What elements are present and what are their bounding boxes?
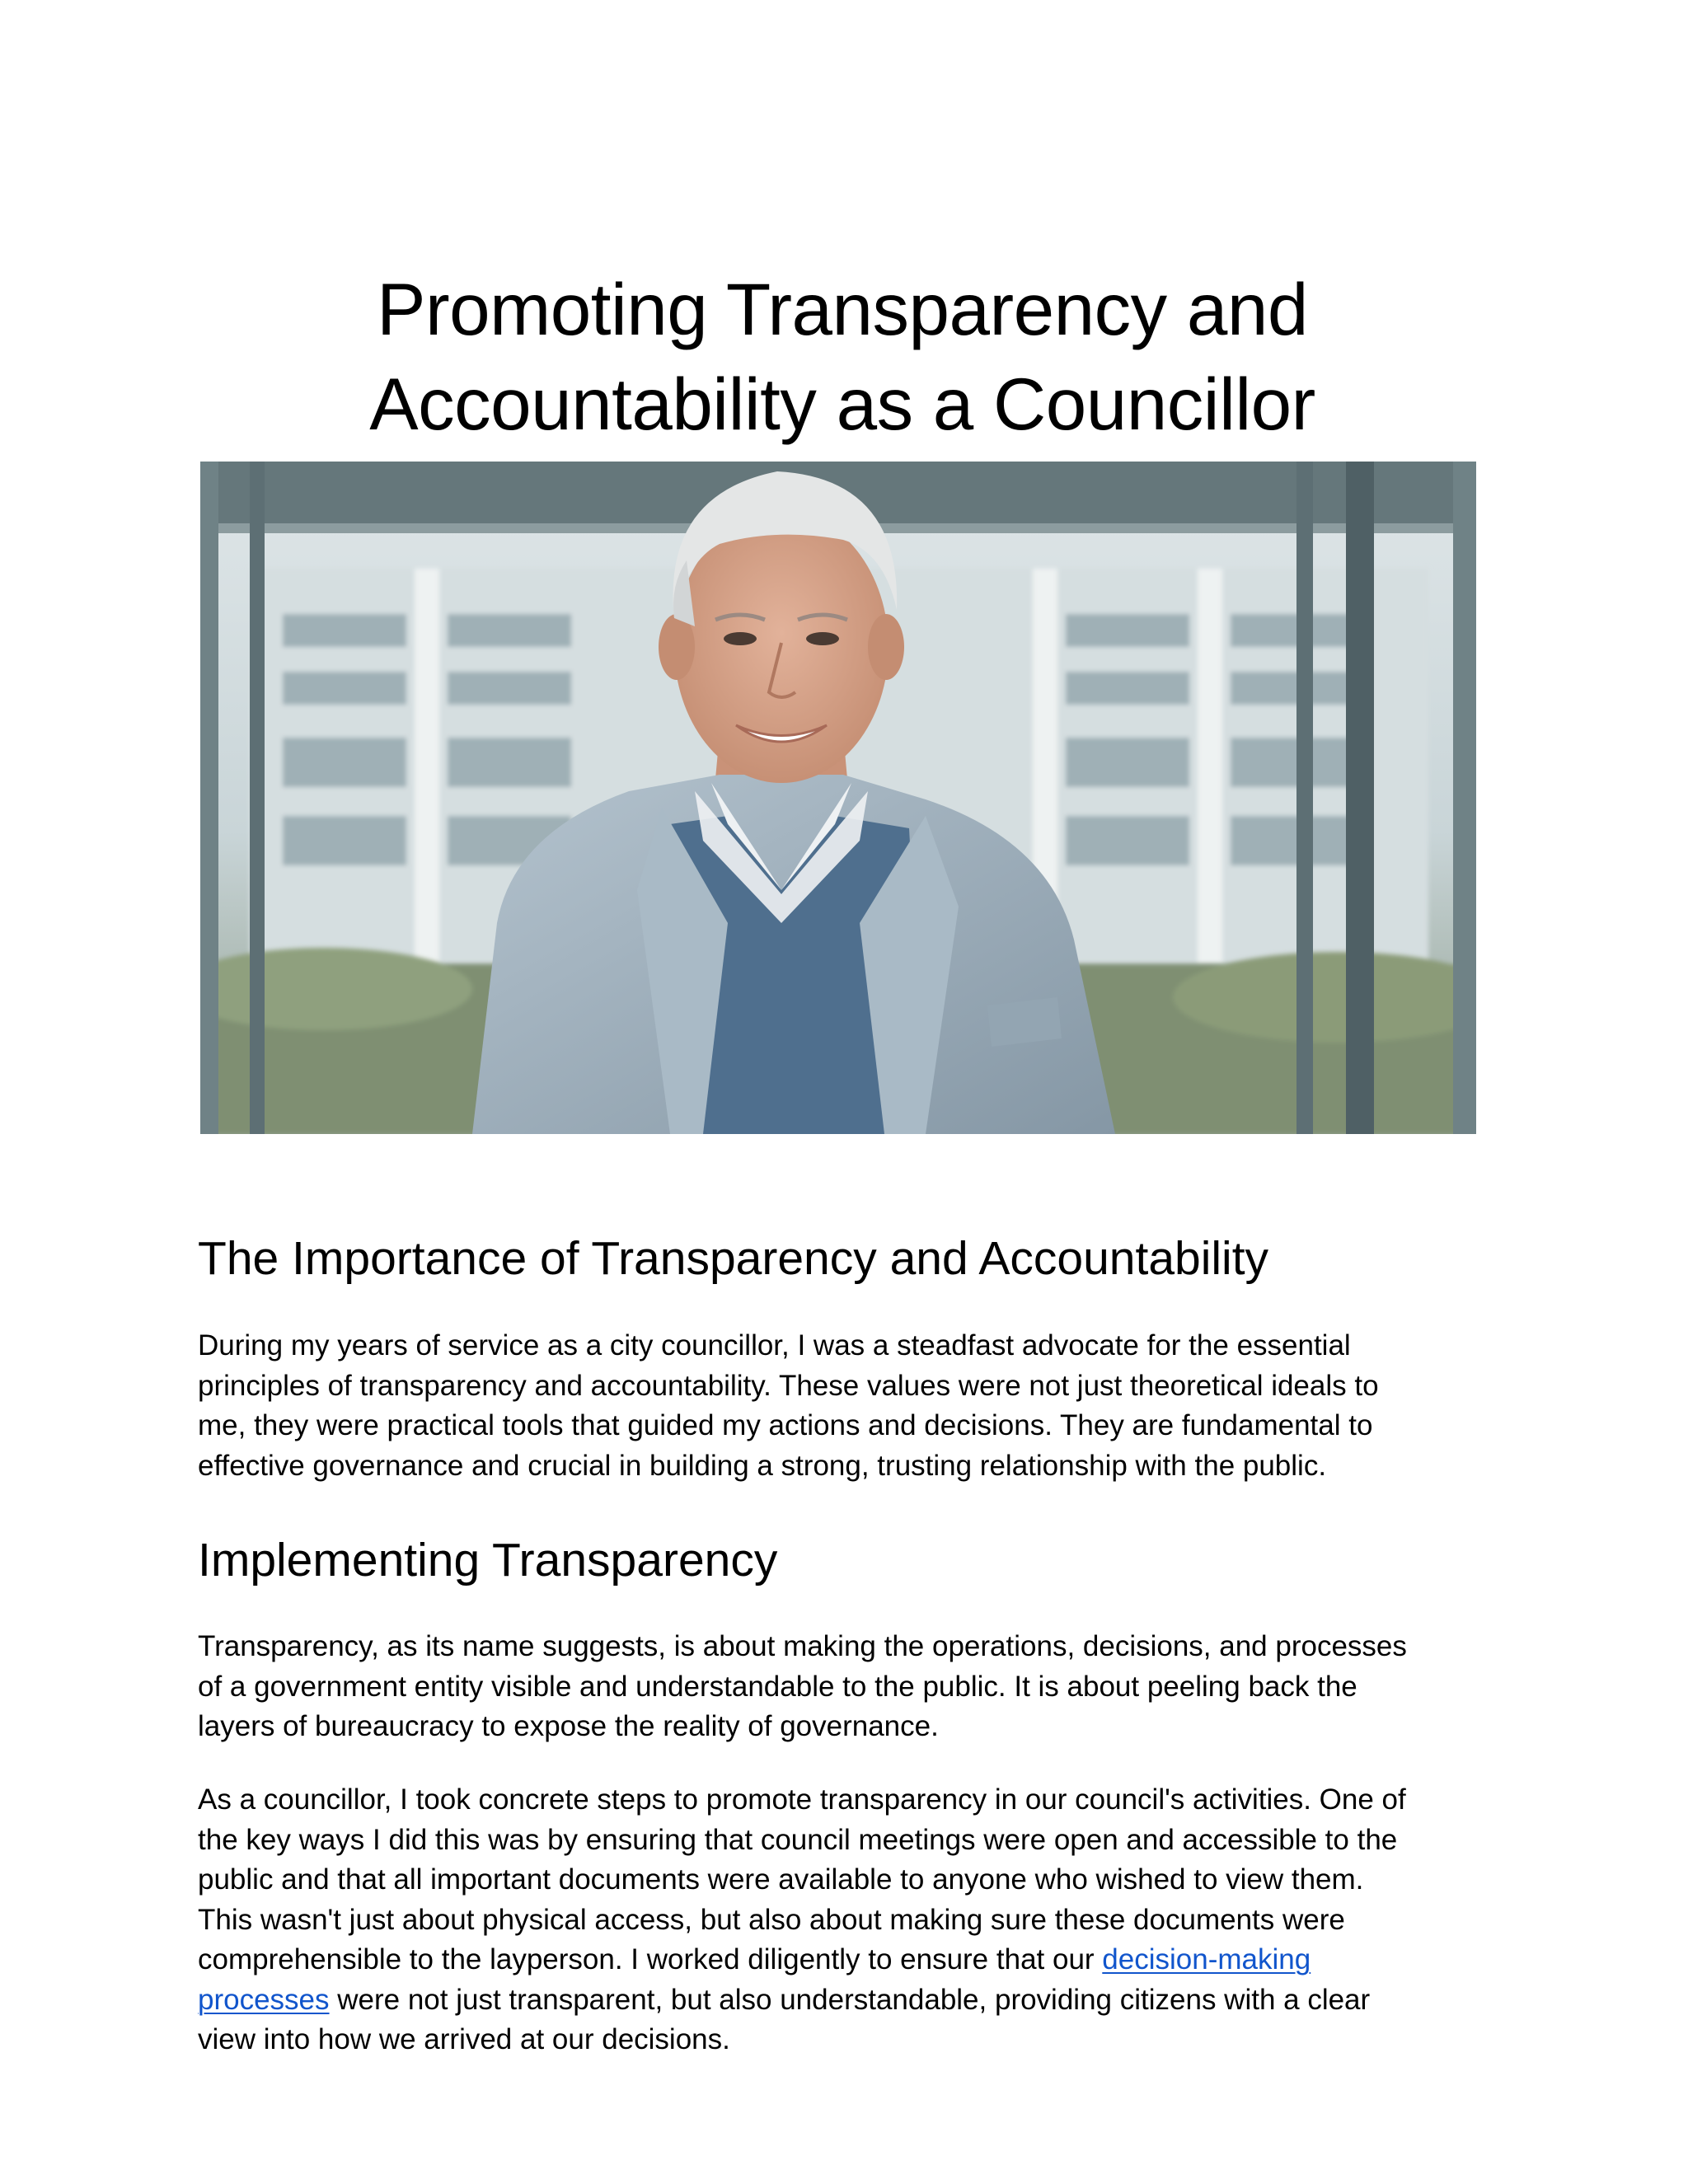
paragraph-line: Transparency, as its name suggests, is about making the operations, decisions, and processes	[198, 1630, 1407, 1662]
paragraph-line: the key ways I did this was by ensuring that council meetings were open and accessible to the	[198, 1823, 1398, 1856]
hero-photo	[200, 462, 1476, 1134]
paragraph-transparency-definition	[198, 1627, 1500, 1747]
paragraph-councillor-steps	[198, 1780, 1500, 2060]
paragraph-line: me, they were practical tools that guided my actions and decisions. They are fundamental to	[198, 1409, 1373, 1441]
section-heading-importance: The Importance of Transparency and Accountability	[198, 1232, 1269, 1285]
paragraph-line: As a councillor, I took concrete steps to promote transparency in our council's activities. One of	[198, 1783, 1406, 1816]
decision-making-processes-link-continued[interactable]: processes	[198, 1983, 330, 2016]
paragraph-line: During my years of service as a city councillor, I was a steadfast advocate for the essential	[198, 1329, 1351, 1361]
paragraph-line: principles of transparency and accountability. These values were not just theoretical ideals to	[198, 1369, 1379, 1402]
document-title	[198, 262, 1487, 452]
title-line-1: Promoting Transparency and	[377, 268, 1308, 350]
title-line-2: Accountability as a Councillor	[369, 363, 1315, 445]
paragraph-line: view into how we arrived at our decisions.	[198, 2023, 730, 2055]
section-heading-implementing: Implementing Transparency	[198, 1534, 778, 1586]
paragraph-line: layers of bureaucracy to expose the reality of governance.	[198, 1710, 939, 1742]
decision-making-processes-link[interactable]: decision-making	[1102, 1943, 1311, 1975]
paragraph-line-with-link	[198, 1980, 1500, 2021]
paragraph-line-with-link	[198, 1940, 1500, 1980]
paragraph-line: of a government entity visible and understandable to the public. It is about peeling back the	[198, 1670, 1357, 1703]
paragraph-text: comprehensible to the layperson. I worked diligently to ensure that our	[198, 1943, 1103, 1975]
paragraph-text: were not just transparent, but also understandable, providing citizens with a clear	[329, 1983, 1371, 2016]
paragraph-line: This wasn't just about physical access, but also about making sure these documents were	[198, 1903, 1345, 1936]
paragraph-importance	[198, 1326, 1500, 1486]
paragraph-line: effective governance and crucial in building a strong, trusting relationship with the public.	[198, 1449, 1327, 1482]
paragraph-line: public and that all important documents were available to anyone who wished to view them.	[198, 1863, 1364, 1896]
